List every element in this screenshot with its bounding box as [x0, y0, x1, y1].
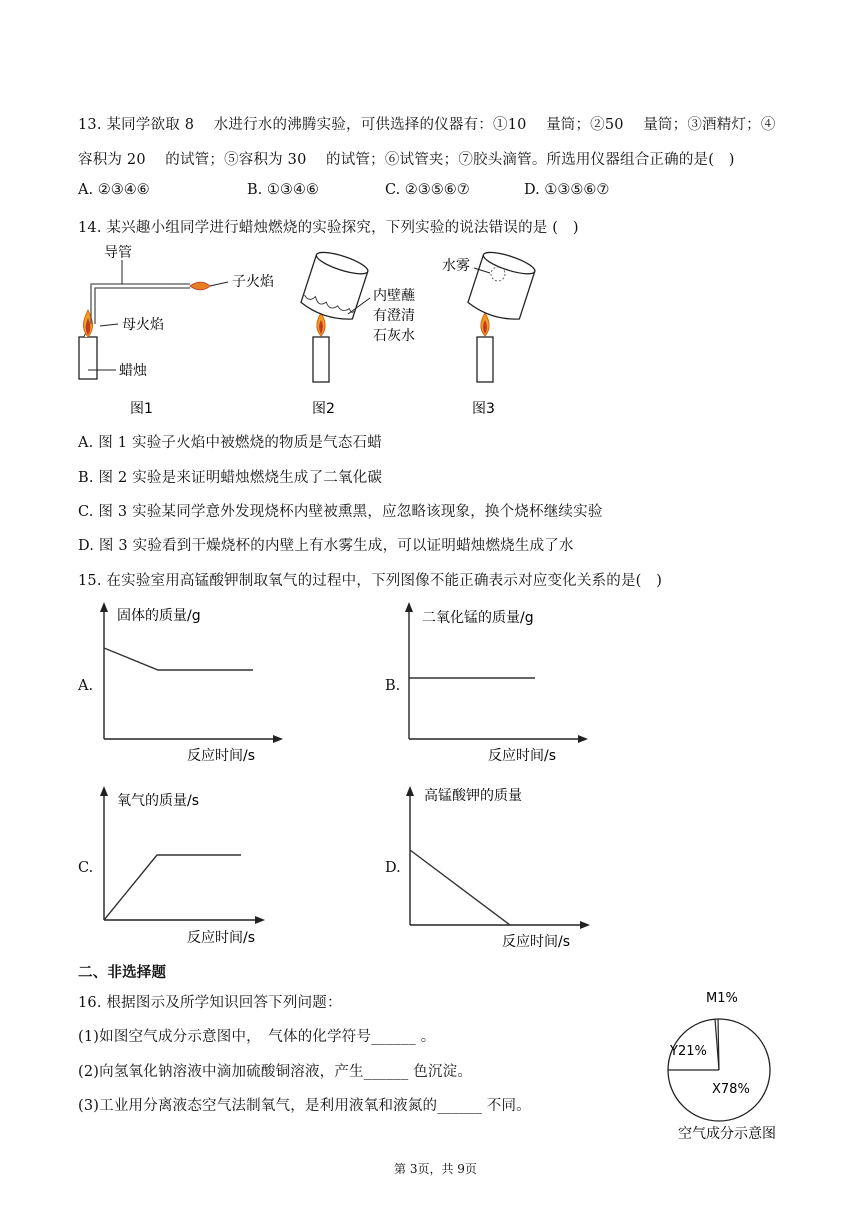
figure-3	[430, 240, 550, 425]
graph-d-curve	[410, 850, 510, 925]
figure-1	[79, 245, 274, 417]
graph-b-xlabel: 反应时间/s	[488, 748, 557, 764]
graph-c-letter: C.	[78, 860, 94, 876]
pie-caption: 空气成分示意图	[678, 1126, 776, 1142]
q16-sub3: (3)工业用分离液态空气法制氧气，是利用液氧和液氮的______ 不同。	[78, 1098, 531, 1114]
q13-option-c: C. ②③⑤⑥⑦	[385, 182, 470, 198]
graph-c	[95, 780, 295, 950]
graph-b-ylabel: 二氧化锰的质量/g	[422, 610, 534, 626]
page-footer: 第 3页，共 9页	[394, 1162, 477, 1176]
graph-a-letter: A.	[78, 678, 94, 694]
q14-option-c: C. 图 3 实验某同学意外发现烧杯内壁被熏黑，应忽略该现象，换个烧杯继续实验	[78, 504, 603, 520]
q13-line2: 容积为 20 的试管；⑤容积为 30 的试管；⑥试管夹；⑦胶头滴管。所选用仪器组合正确的是( )	[78, 152, 735, 168]
graph-d-letter: D.	[385, 860, 401, 876]
graph-d	[400, 780, 600, 952]
q13-option-a: A. ②③④⑥	[78, 182, 150, 198]
q16-sub2: (2)向氢氧化钠溶液中滴加硫酸铜溶液，产生______ 色沉淀。	[78, 1064, 473, 1080]
graph-a	[95, 598, 295, 768]
label-fig2: 图2	[312, 401, 335, 417]
figure-2	[299, 248, 416, 417]
graph-a-xlabel: 反应时间/s	[187, 748, 256, 764]
graph-b	[400, 598, 600, 768]
graph-a-curve	[104, 648, 253, 670]
q14-stem: 14. 某兴趣小组同学进行蜡烛燃烧的实验探究，下列实验的说法错误的是 ( )	[78, 220, 579, 236]
graph-d-xlabel: 反应时间/s	[502, 934, 571, 950]
pie-label-y: Y21%	[670, 1044, 707, 1059]
q14-option-d: D. 图 3 实验看到干燥烧杯的内壁上有水雾生成，可以证明蜡烛燃烧生成了水	[78, 538, 574, 554]
q13-option-b: B. ①③④⑥	[247, 182, 319, 198]
graph-c-ylabel: 氧气的质量/s	[117, 793, 200, 809]
label-fig3: 图3	[472, 401, 495, 417]
q13-line1: 13. 某同学欲取 8 水进行水的沸腾实验，可供选择的仪器有：①10 量筒；②50 量筒；③酒精灯；④	[78, 117, 776, 133]
label-limewater-2: 有澄清	[373, 308, 415, 324]
air-composition-pie	[650, 985, 800, 1145]
q16-stem: 16. 根据图示及所学知识回答下列问题：	[78, 995, 342, 1011]
graph-b-letter: B.	[385, 678, 401, 694]
label-fig1: 图1	[130, 401, 153, 417]
q14-option-a: A. 图 1 实验子火焰中被燃烧的物质是气态石蜡	[78, 435, 382, 451]
pie-label-x: X78%	[712, 1082, 750, 1097]
graph-a-ylabel: 固体的质量/g	[117, 608, 201, 624]
q15-stem: 15. 在实验室用高锰酸钾制取氧气的过程中，下列图像不能正确表示对应变化关系的是( )	[78, 573, 663, 589]
graph-c-curve	[104, 855, 241, 920]
q13-option-d: D. ①③⑤⑥⑦	[524, 182, 610, 198]
label-child-flame: 子火焰	[232, 274, 274, 290]
section2-title: 二、非选择题	[78, 965, 167, 981]
candle-experiment-figure	[70, 240, 450, 425]
label-candle: 蜡烛	[119, 363, 147, 379]
label-mist: 水雾	[442, 258, 470, 274]
graph-d-ylabel: 高锰酸钾的质量	[424, 788, 522, 804]
q14-option-b: B. 图 2 实验是来证明蜡烛燃烧生成了二氧化碳	[78, 470, 383, 486]
pie-label-m: M1%	[706, 991, 738, 1006]
label-tube: 导管	[104, 245, 132, 261]
label-limewater-1: 内壁蘸	[373, 288, 415, 304]
label-limewater-3: 石灰水	[373, 328, 415, 344]
label-mother-flame: 母火焰	[122, 317, 164, 333]
q16-sub1: (1)如图空气成分示意图中， 气体的化学符号______ 。	[78, 1029, 436, 1045]
graph-c-xlabel: 反应时间/s	[187, 930, 256, 946]
